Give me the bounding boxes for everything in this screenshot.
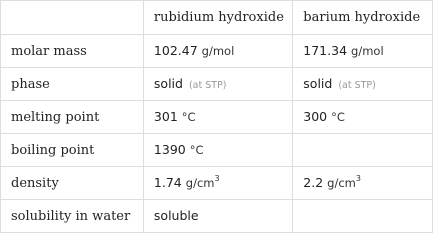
cell-unit: °C [331,110,345,124]
table-row [1,200,433,233]
table-cell [143,68,292,101]
cell-unit [186,176,220,190]
unit-exponent: 3 [355,174,361,184]
unit-base: g/cm [185,176,215,190]
row-label: density [1,167,144,200]
cell-value: solid [153,76,183,91]
cell-unit: g/mol [201,44,235,58]
cell-unit: °C [189,143,204,157]
cell-value: 301 [153,109,178,124]
row-label: molar mass [1,35,144,68]
cell-value: 1390 [153,142,186,157]
cell-unit: g/mol [351,44,384,58]
cell-value: soluble [153,208,199,223]
table-row [1,167,433,200]
cell-note: (at STP) [188,80,227,91]
cell-value: 300 [303,109,328,124]
table-row [1,35,433,68]
row-label: phase [1,68,144,101]
column-header: rubidium hydroxide [143,1,292,35]
header-row [1,1,433,35]
cell-unit [327,176,361,190]
table-cell-empty [293,200,433,233]
cell-note: (at STP) [338,80,376,91]
header-empty-cell [1,1,144,35]
row-label: boiling point [1,134,144,167]
row-label: melting point [1,101,144,134]
table-cell [143,134,292,167]
table-cell [143,167,292,200]
table-row [1,68,433,101]
table-cell [293,167,433,200]
table-cell [143,35,292,68]
table-cell [293,101,433,134]
cell-value: 2.2 [303,175,324,190]
table-row [1,134,433,167]
row-label: solubility in water [1,200,144,233]
column-header: barium hydroxide [293,1,433,35]
table-cell [293,68,433,101]
unit-exponent: 3 [214,174,220,184]
table-cell-empty [293,134,433,167]
cell-value: 1.74 [153,175,182,190]
table-row [1,101,433,134]
table-cell [143,200,292,233]
unit-base: g/cm [327,176,356,190]
table-cell [293,35,433,68]
cell-value: 102.47 [153,43,198,58]
cell-value: solid [303,76,333,91]
cell-unit: °C [181,110,196,124]
cell-value: 171.34 [303,43,348,58]
table-cell [143,101,292,134]
